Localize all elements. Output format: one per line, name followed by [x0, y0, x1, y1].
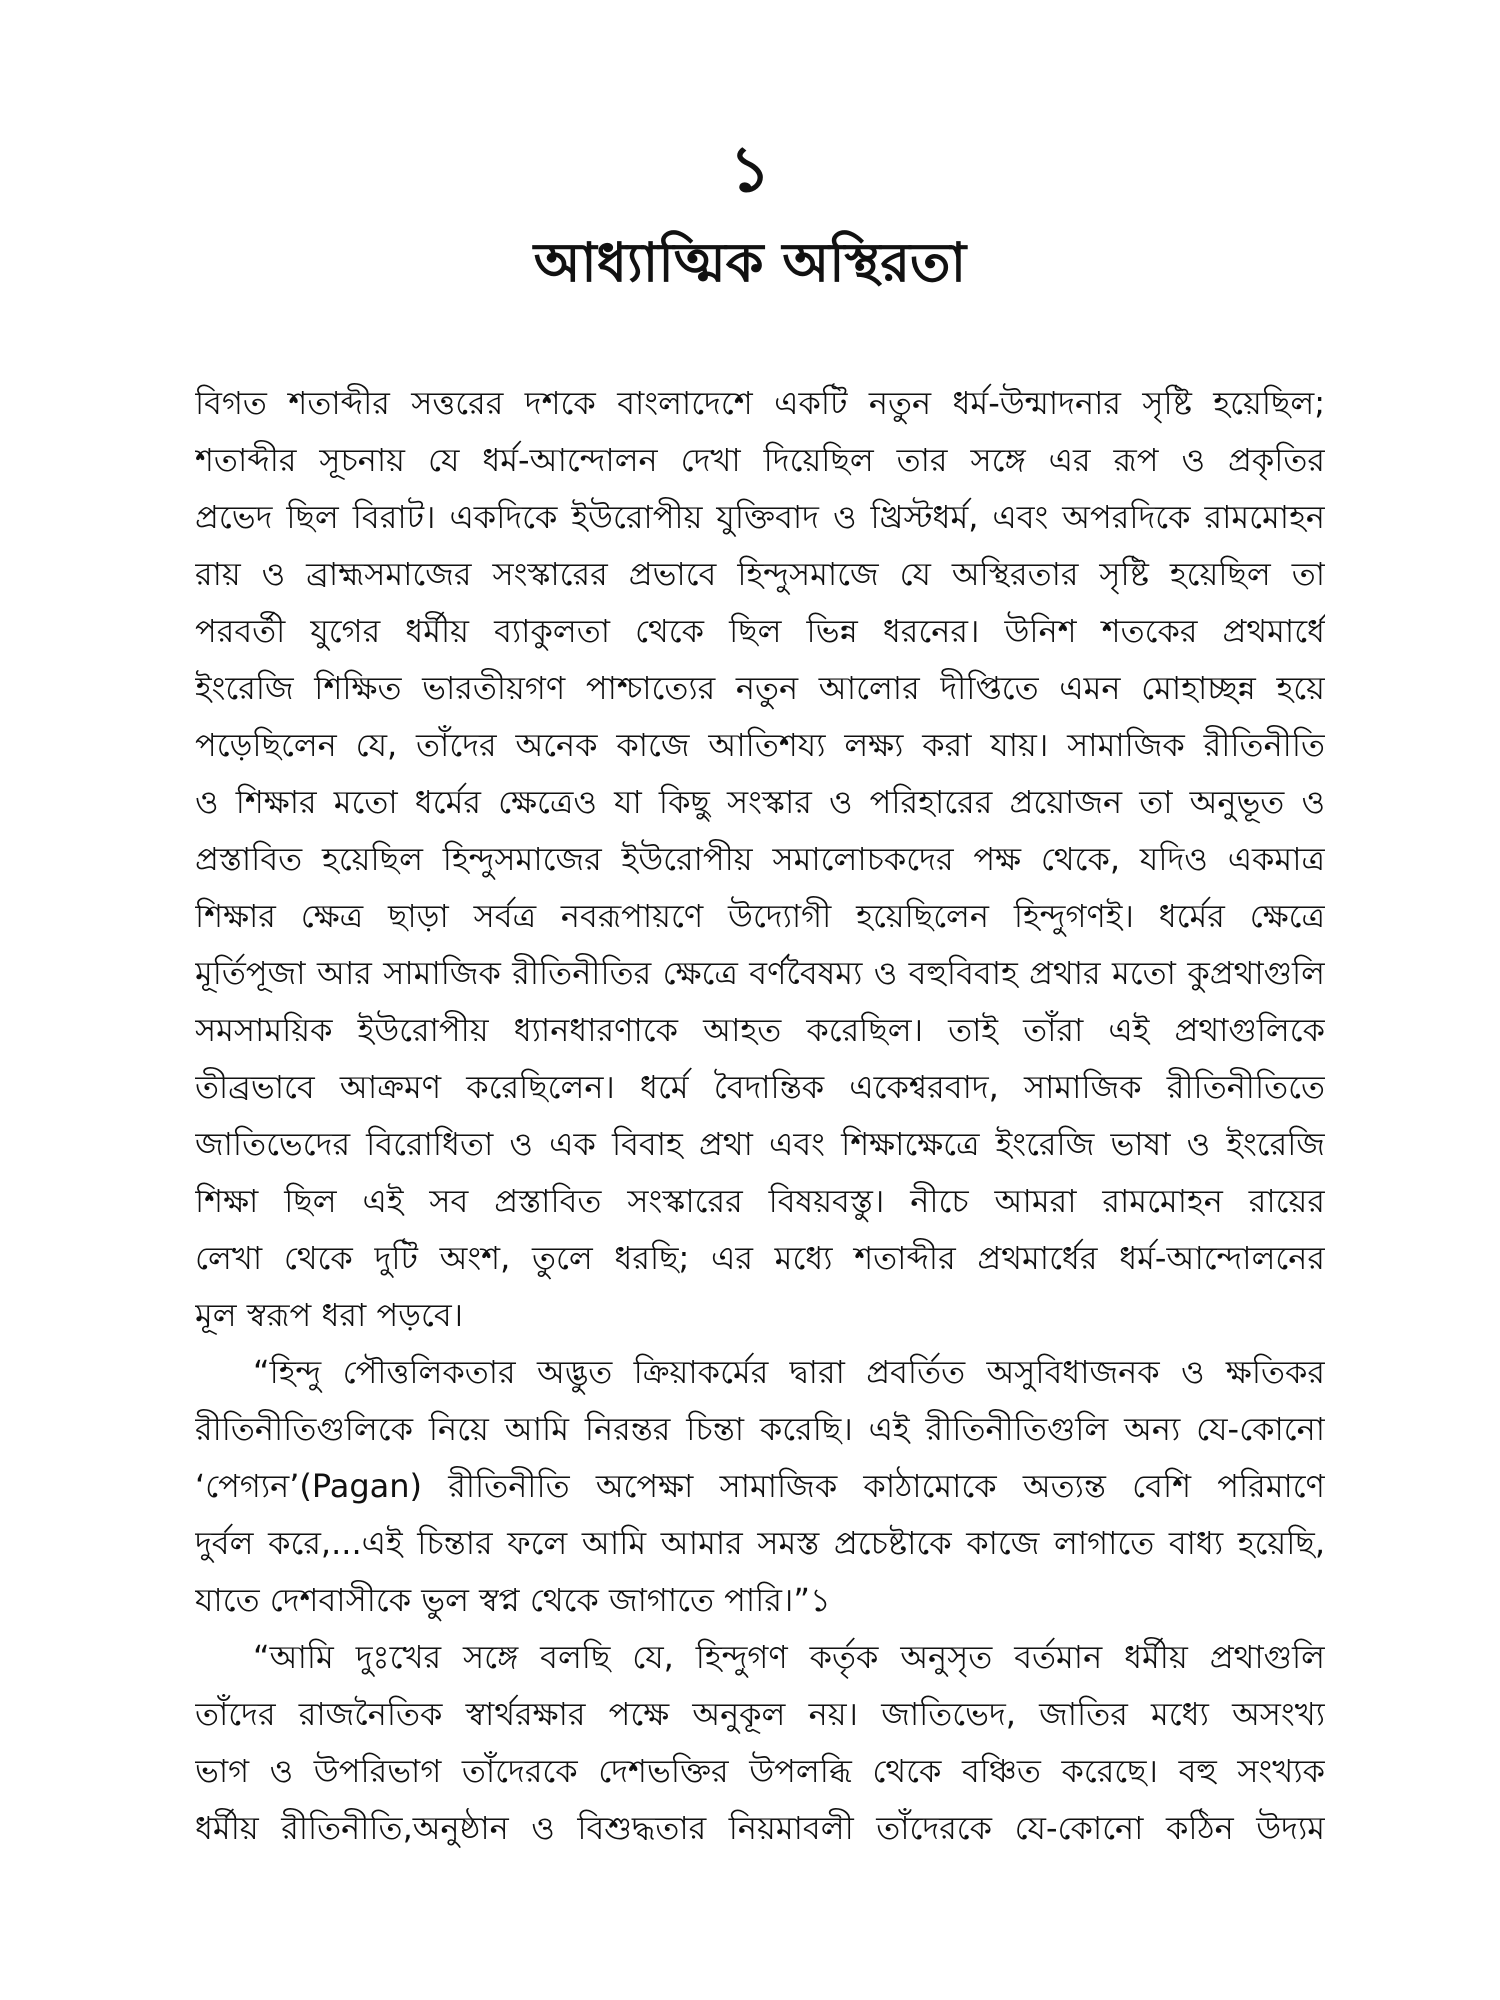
chapter-number: ১: [729, 133, 771, 207]
text-line: মূল স্বরূপ ধরা পড়বে।: [195, 1296, 464, 1334]
text-line: তাঁদের রাজনৈতিক স্বার্থরক্ষার পক্ষে অনুকূল নয়। জাতিভেদ, জাতির মধ্যে অসংখ্য: [195, 1695, 1325, 1733]
text-line: যাতে দেশবাসীকে ভুল স্বপ্ন থেকে জাগাতে পারি।”১: [195, 1581, 831, 1619]
text-line: শতাব্দীর সূচনায় যে ধর্ম-আন্দোলন দেখা দিয়েছিল তার সঙ্গে এর রূপ ও প্রকৃতির: [195, 441, 1325, 479]
body-text: [195, 375, 1325, 1857]
text-line: শিক্ষার ক্ষেত্র ছাড়া সর্বত্র নবরূপায়ণে উদ্যোগী হয়েছিলেন হিন্দুগণই। ধর্মের ক্ষেত্রে: [195, 897, 1325, 935]
text-line: দুর্বল করে,...এই চিন্তার ফলে আমি আমার সমস্ত প্রচেষ্টাকে কাজে লাগাতে বাধ্য হয়েছি,: [195, 1524, 1325, 1562]
text-line: ধর্মীয় রীতিনীতি,অনুষ্ঠান ও বিশুদ্ধতার নিয়মাবলী তাঁদেরকে যে-কোনো কঠিন উদ্যম: [195, 1809, 1325, 1847]
text-line: পরবর্তী যুগের ধর্মীয় ব্যাকুলতা থেকে ছিল ভিন্ন ধরনের। উনিশ শতকের প্রথমার্ধে: [195, 612, 1325, 650]
text-line: রীতিনীতিগুলিকে নিয়ে আমি নিরন্তর চিন্তা করেছি। এই রীতিনীতিগুলি অন্য যে-কোনো: [195, 1410, 1325, 1448]
text-line: বিগত শতাব্দীর সত্তরের দশকে বাংলাদেশে একটি নতুন ধর্ম-উন্মাদনার সৃষ্টি হয়েছিল;: [195, 384, 1325, 422]
text-line: শিক্ষা ছিল এই সব প্রস্তাবিত সংস্কারের বিষয়বস্তু। নীচে আমরা রামমোহন রায়ের: [195, 1182, 1325, 1220]
text-line: জাতিভেদের বিরোধিতা ও এক বিবাহ প্রথা এবং শিক্ষাক্ষেত্রে ইংরেজি ভাষা ও ইংরেজি: [195, 1125, 1325, 1163]
text-line: সমসাময়িক ইউরোপীয় ধ্যানধারণাকে আহত করেছিল। তাই তাঁরা এই প্রথাগুলিকে: [195, 1011, 1325, 1049]
text-line: রায় ও ব্রাহ্মসমাজের সংস্কারের প্রভাবে হিন্দুসমাজে যে অস্থিরতার সৃষ্টি হয়েছিল তা: [195, 555, 1325, 593]
text-line: ভাগ ও উপরিভাগ তাঁদেরকে দেশভক্তির উপলব্ধি থেকে বঞ্চিত করেছে। বহু সংখ্যক: [195, 1752, 1325, 1790]
text-line: মূর্তিপূজা আর সামাজিক রীতিনীতির ক্ষেত্রে বর্ণবৈষম্য ও বহুবিবাহ প্রথার মতো কুপ্রথাগুলি: [195, 954, 1325, 992]
paragraph-1: [195, 375, 1325, 1344]
text-line: ‘পেগ্যন’(Pagan) রীতিনীতি অপেক্ষা সামাজিক কাঠামোকে অত্যন্ত বেশি পরিমাণে: [195, 1467, 1325, 1505]
text-line: “হিন্দু পৌত্তলিকতার অদ্ভুত ক্রিয়াকর্মের দ্বারা প্রবর্তিত অসুবিধাজনক ও ক্ষতিকর: [253, 1353, 1325, 1391]
text-line: প্রভেদ ছিল বিরাট। একদিকে ইউরোপীয় যুক্তিবাদ ও খ্রিস্টধর্ম, এবং অপরদিকে রামমোহন: [195, 498, 1325, 536]
paragraph-2-quote: [195, 1344, 1325, 1629]
text-line: লেখা থেকে দুটি অংশ, তুলে ধরছি; এর মধ্যে শতাব্দীর প্রথমার্ধের ধর্ম-আন্দোলনের: [195, 1239, 1325, 1277]
text-line: ও শিক্ষার মতো ধর্মের ক্ষেত্রেও যা কিছু সংস্কার ও পরিহারের প্রয়োজন তা অনুভূত ও: [195, 783, 1325, 821]
text-line: ইংরেজি শিক্ষিত ভারতীয়গণ পাশ্চাত্যের নতুন আলোর দীপ্তিতে এমন মোহাচ্ছন্ন হয়ে: [195, 669, 1325, 707]
text-line: তীব্রভাবে আক্রমণ করেছিলেন। ধর্মে বৈদান্তিক একেশ্বরবাদ, সামাজিক রীতিনীতিতে: [195, 1068, 1325, 1106]
paragraph-3-quote: [195, 1629, 1325, 1857]
text-line: প্রস্তাবিত হয়েছিল হিন্দুসমাজের ইউরোপীয় সমালোচকদের পক্ষ থেকে, যদিও একমাত্র: [195, 840, 1325, 878]
text-line: “আমি দুঃখের সঙ্গে বলছি যে, হিন্দুগণ কর্তৃক অনুসৃত বর্তমান ধর্মীয় প্রথাগুলি: [253, 1638, 1325, 1676]
text-line: পড়েছিলেন যে, তাঁদের অনেক কাজে আতিশয্য লক্ষ্য করা যায়। সামাজিক রীতিনীতি: [195, 726, 1325, 764]
chapter-title: আধ্যাত্মিক অস্থিরতা: [533, 231, 967, 294]
